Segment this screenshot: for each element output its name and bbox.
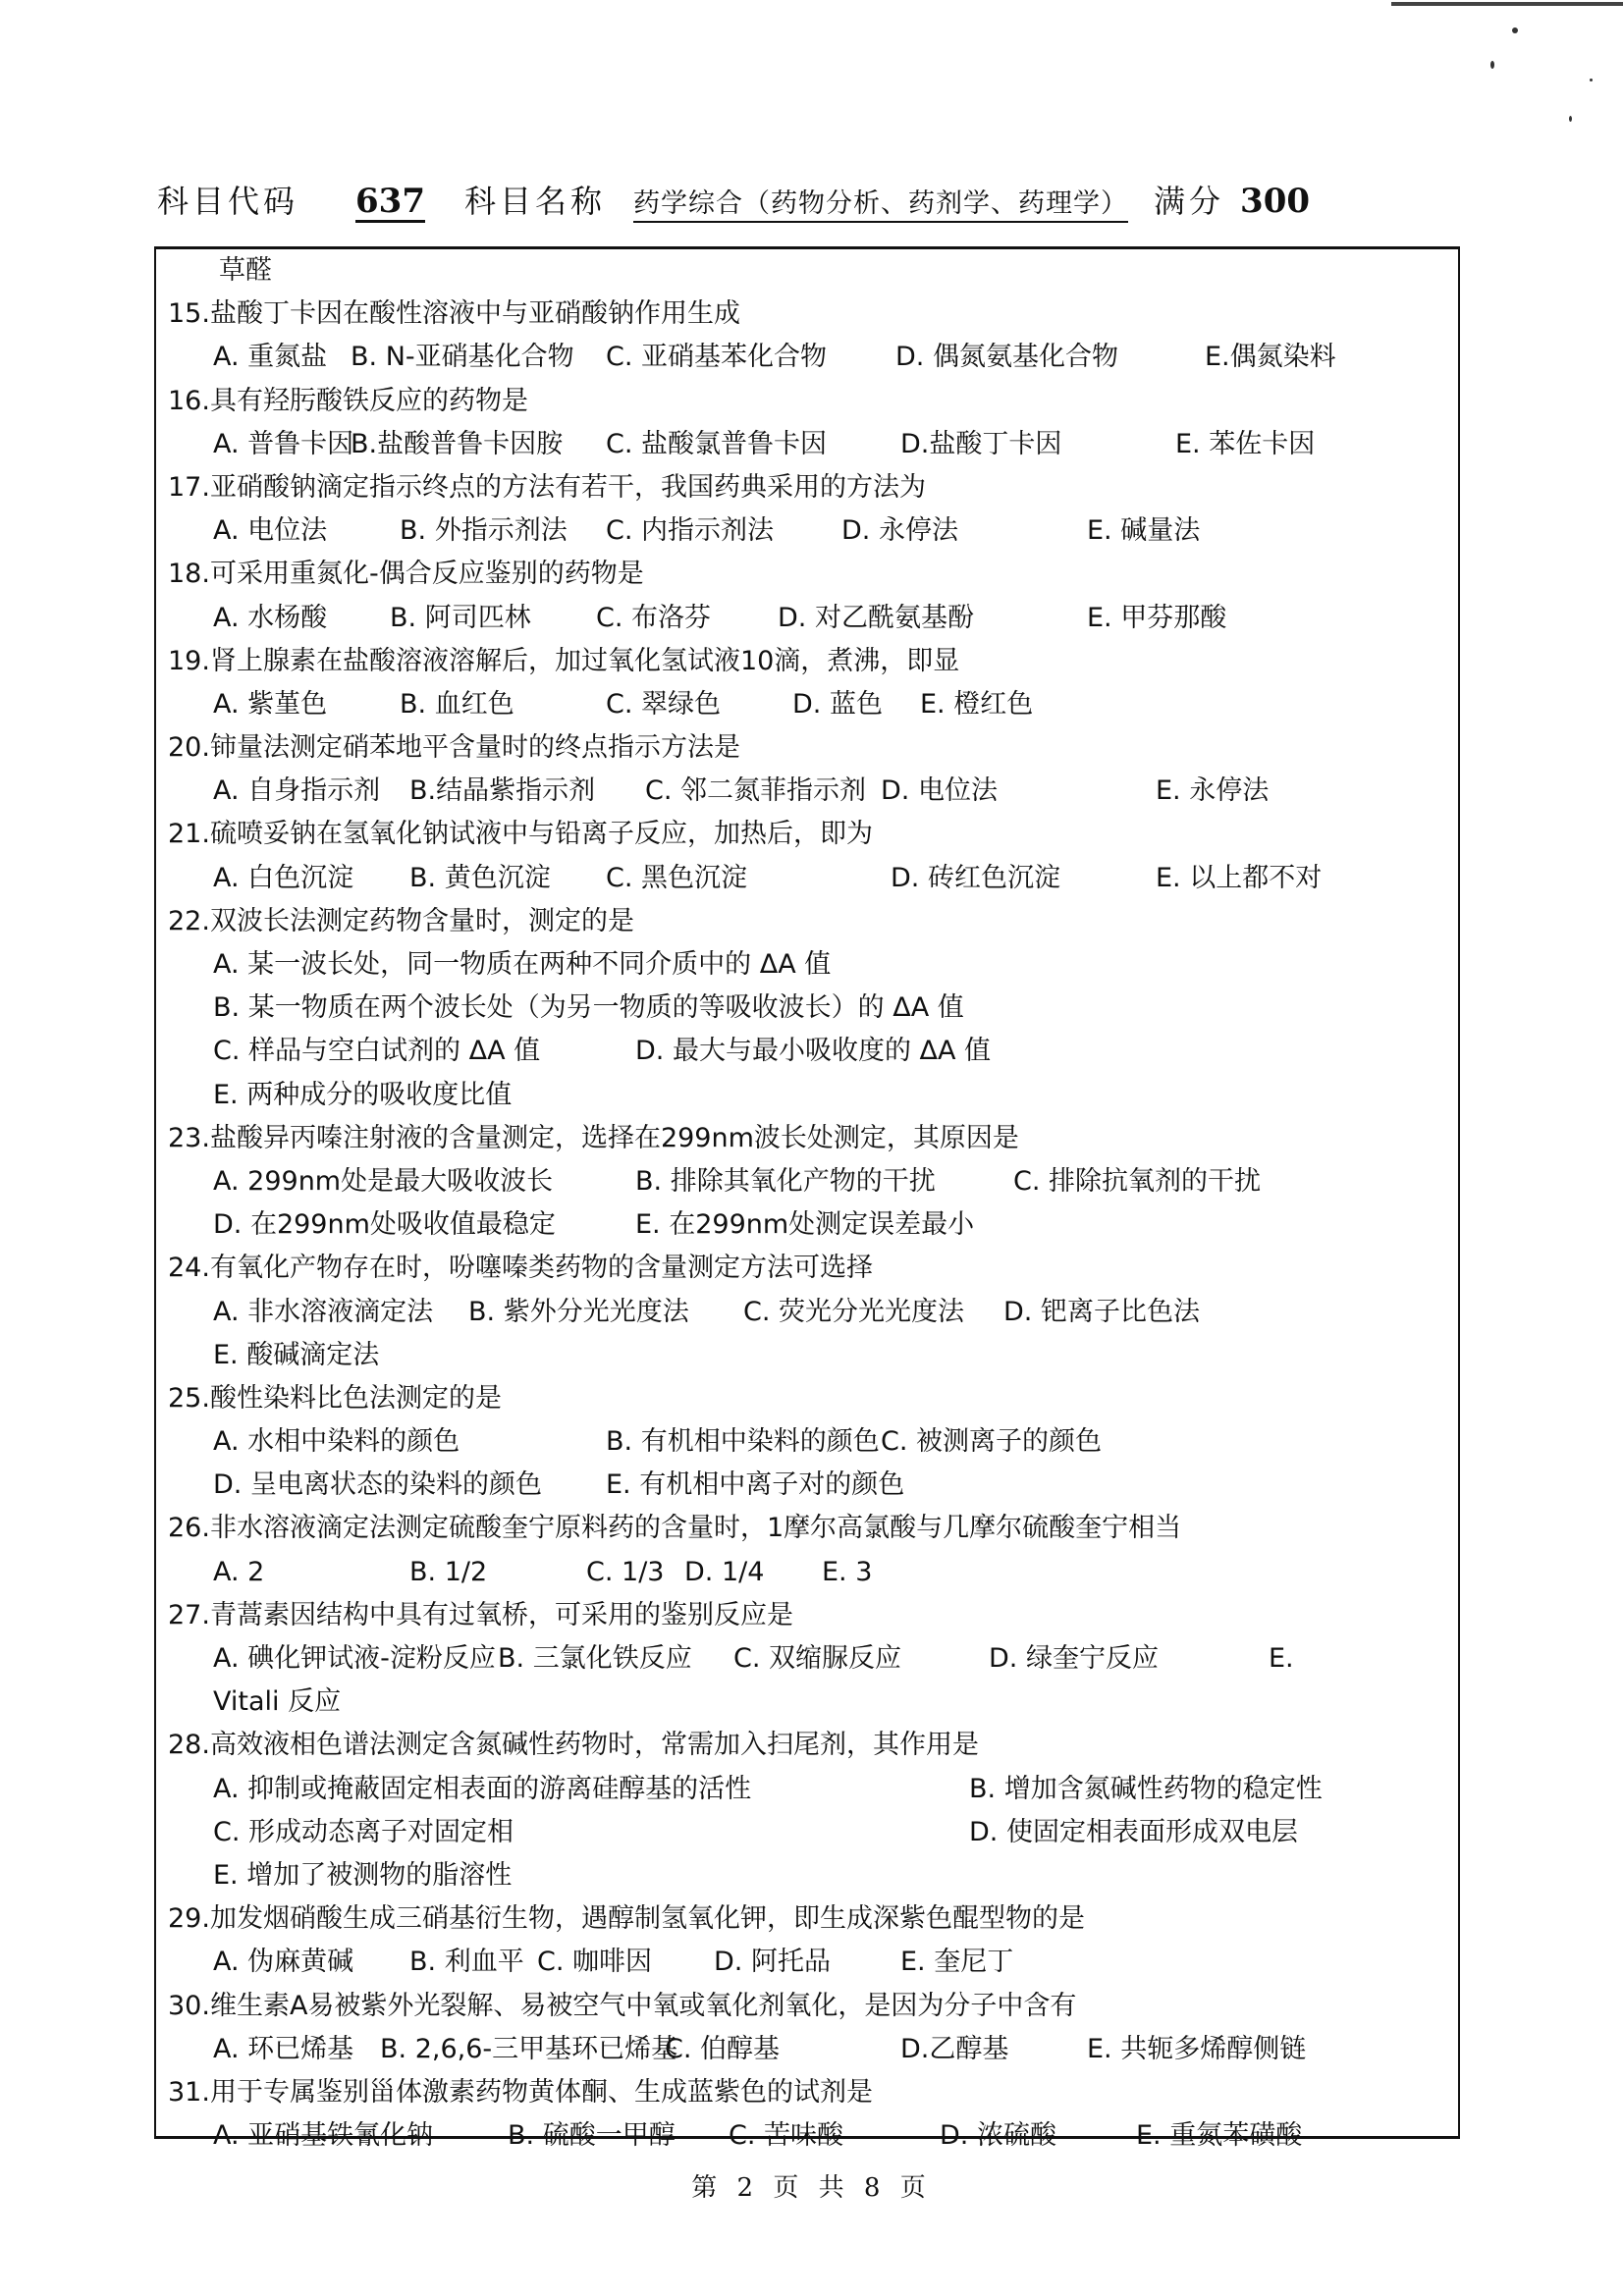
answer-option: D. 砖红色沉淀 — [891, 862, 1060, 893]
answer-option: E. — [1269, 1643, 1294, 1674]
answer-option: E. 橙红色 — [920, 688, 1034, 720]
answer-option: C. 黑色沉淀 — [606, 862, 748, 893]
scan-speck — [1590, 79, 1593, 81]
option-row — [156, 423, 1458, 466]
answer-option: E. 两种成分的吸收度比值 — [213, 1079, 513, 1110]
answer-option: E. 碱量法 — [1087, 515, 1201, 547]
answer-option: A. 抑制或掩蔽固定相表面的游离硅醇基的活性 — [213, 1773, 752, 1804]
answer-option: D. 永停法 — [841, 515, 958, 547]
answer-option: D. 在299nm处吸收值最稳定 — [213, 1209, 556, 1241]
scan-speck — [1490, 61, 1494, 69]
answer-option: C. 被测离子的颜色 — [881, 1426, 1103, 1458]
option-row — [156, 1681, 1458, 1724]
question-text: 铈量法测定硝苯地平含量时的终点指示方法是 — [209, 732, 740, 764]
answer-option: E. 重氮苯磺酸 — [1136, 2120, 1303, 2152]
answer-option: B. 1/2 — [409, 1556, 488, 1587]
question-text: 盐酸异丙嗪注射液的含量测定，选择在299nm波长处测定，其原因是 — [209, 1122, 1019, 1153]
answer-option: B. 利血平 — [409, 1947, 524, 1978]
answer-option: E. 苯佐卡因 — [1175, 428, 1316, 459]
question-text: 非水溶液滴定法测定硫酸奎宁原料药的含量时，1摩尔高氯酸与几摩尔硫酸奎宁相当 — [209, 1513, 1182, 1544]
answer-option: C. 咖啡因 — [537, 1947, 653, 1978]
question-stem — [156, 813, 1458, 856]
option-row — [156, 1768, 1458, 1811]
option-row — [156, 1941, 1458, 1984]
answer-option: A. 水相中染料的颜色 — [213, 1426, 460, 1458]
question-text: 硫喷妥钠在氢氧化钠试液中与铅离子反应，加热后，即为 — [209, 819, 873, 850]
option-row — [156, 597, 1458, 640]
question-text: 酸性染料比色法测定的是 — [209, 1382, 502, 1414]
answer-option: C. 翠绿色 — [606, 688, 722, 720]
option-row — [156, 1464, 1458, 1507]
question-stem — [156, 900, 1458, 943]
answer-option: A. 普鲁卡因 — [213, 428, 354, 459]
question-stem — [156, 380, 1458, 423]
question-text: 维生素A易被紫外光裂解、易被空气中氧或氧化剂氧化，是因为分子中含有 — [209, 1990, 1077, 2021]
answer-option: A. 重氮盐 — [213, 342, 328, 373]
option-row — [156, 1160, 1458, 1203]
question-text: 高效液相色谱法测定含氮碱性药物时，常需加入扫尾剂，其作用是 — [209, 1730, 979, 1761]
question-stem — [156, 1594, 1458, 1637]
question-text: 双波长法测定药物含量时，测定的是 — [209, 905, 634, 936]
question-number: 17. — [168, 471, 210, 503]
answer-option: C. 亚硝基苯化合物 — [606, 342, 828, 373]
question-number: 20. — [168, 732, 210, 764]
question-number: 26. — [168, 1513, 210, 1544]
answer-option: B. 阿司匹林 — [390, 602, 531, 633]
answer-option: C. 排除抗氧剂的干扰 — [1013, 1165, 1262, 1197]
answer-option: E. 甲芬那酸 — [1087, 602, 1227, 633]
subject-code: 637 — [355, 182, 425, 221]
question-text: 有氧化产物存在时，吩噻嗪类药物的含量测定方法可选择 — [209, 1253, 873, 1284]
answer-option: C. 1/3 — [586, 1556, 665, 1587]
answer-option: E. 奎尼丁 — [900, 1947, 1014, 1978]
answer-option: A. 非水溶液滴定法 — [213, 1296, 434, 1327]
answer-option: C. 内指示剂法 — [606, 515, 775, 547]
question-stem — [156, 1724, 1458, 1767]
question-stem — [156, 553, 1458, 596]
answer-option: C. 布洛芬 — [596, 602, 712, 633]
answer-option: E. 共轭多烯醇侧链 — [1087, 2033, 1307, 2064]
answer-option: E. 3 — [822, 1556, 873, 1587]
option-row — [156, 1551, 1458, 1594]
question-stem — [156, 1377, 1458, 1420]
question-text: 肾上腺素在盐酸溶液溶解后，加过氧化氢试液10滴，煮沸，即显 — [209, 645, 960, 676]
answer-option: D.盐酸丁卡因 — [900, 428, 1062, 459]
answer-option: E. 在299nm处测定误差最小 — [635, 1209, 975, 1241]
question-number: 29. — [168, 1903, 210, 1935]
question-text: 具有羟肟酸铁反应的药物是 — [209, 385, 528, 416]
question-number: 15. — [168, 298, 210, 330]
question-number: 24. — [168, 1253, 210, 1284]
question-stem — [156, 466, 1458, 509]
answer-option: E. 以上都不对 — [1156, 862, 1323, 893]
question-number: 22. — [168, 905, 210, 936]
question-stem — [156, 2071, 1458, 2114]
answer-option: A. 碘化钾试液-淀粉反应 — [213, 1643, 496, 1674]
answer-option: B. 三氯化铁反应 — [498, 1643, 692, 1674]
subject-code-label: 科目代码 — [157, 183, 299, 220]
question-stem — [156, 1985, 1458, 2028]
question-text: 加发烟硝酸生成三硝基衍生物，遇醇制氢氧化钾，即生成深紫色醌型物的是 — [209, 1903, 1085, 1935]
option-row — [156, 1811, 1458, 1854]
continuation-text: 草醛 — [219, 255, 272, 286]
option-row — [156, 770, 1458, 813]
answer-option: A. 水杨酸 — [213, 602, 328, 633]
answer-option: C. 盐酸氯普鲁卡因 — [606, 428, 828, 459]
option-row — [156, 1203, 1458, 1247]
option-row — [156, 943, 1458, 987]
answer-option: B. 紫外分光光度法 — [468, 1296, 689, 1327]
option-row — [156, 1074, 1458, 1117]
answer-option: B.结晶紫指示剂 — [409, 775, 596, 807]
question-box — [154, 246, 1460, 2152]
answer-option: Vitali 反应 — [213, 1686, 342, 1718]
question-number: 31. — [168, 2076, 210, 2108]
answer-option: D. 电位法 — [881, 775, 998, 807]
answer-option: E.偶氮染料 — [1205, 342, 1336, 373]
option-row — [156, 987, 1458, 1030]
subject-name-label: 科目名称 — [464, 183, 607, 220]
question-number: 19. — [168, 645, 210, 676]
question-number: 30. — [168, 1990, 210, 2021]
question-number: 25. — [168, 1382, 210, 1414]
question-number: 23. — [168, 1122, 210, 1153]
question-stem — [156, 1897, 1458, 1941]
scan-speck — [1569, 116, 1572, 122]
answer-option: C. 苦味酸 — [729, 2120, 844, 2152]
answer-option: B. N-亚硝基化合物 — [351, 342, 574, 373]
answer-option: D. 阿托品 — [714, 1947, 831, 1978]
answer-option: A. 某一波长处，同一物质在两种不同介质中的 ΔA 值 — [213, 949, 832, 980]
exam-header — [157, 177, 1473, 226]
answer-option: C. 邻二氮菲指示剂 — [645, 775, 867, 807]
answer-option: B. 某一物质在两个波长处（为另一物质的等吸收波长）的 ΔA 值 — [213, 992, 964, 1024]
option-row — [156, 2028, 1458, 2071]
question-number: 21. — [168, 819, 210, 850]
option-row — [156, 1030, 1458, 1073]
answer-option: D. 最大与最小吸收度的 ΔA 值 — [635, 1036, 992, 1067]
answer-option: D.乙醇基 — [900, 2033, 1009, 2064]
answer-option: B.盐酸普鲁卡因胺 — [351, 428, 564, 459]
question-stem — [156, 1247, 1458, 1290]
option-row — [156, 683, 1458, 726]
answer-option: B. 黄色沉淀 — [409, 862, 551, 893]
question-stem — [156, 726, 1458, 770]
full-score-label: 满分 — [1154, 183, 1225, 220]
scan-speck — [1512, 27, 1518, 33]
option-row — [156, 509, 1458, 553]
option-row — [156, 2114, 1458, 2158]
answer-option: C. 双缩脲反应 — [733, 1643, 902, 1674]
answer-option: D. 对乙酰氨基酚 — [778, 602, 974, 633]
answer-option: B. 排除其氧化产物的干扰 — [635, 1165, 936, 1197]
option-row — [156, 1334, 1458, 1377]
answer-option: A. 2 — [213, 1556, 265, 1587]
answer-option: D. 蓝色 — [792, 688, 883, 720]
answer-option: A. 亚硝基铁氰化钠 — [213, 2120, 434, 2152]
answer-option: D. 使固定相表面形成双电层 — [969, 1816, 1298, 1847]
answer-option: A. 白色沉淀 — [213, 862, 354, 893]
answer-option: B. 2,6,6-三甲基环已烯基 — [380, 2033, 678, 2064]
question-list — [156, 249, 1458, 2158]
question-text: 可采用重氮化-偶合反应鉴别的药物是 — [209, 559, 644, 590]
answer-option: A. 电位法 — [213, 515, 328, 547]
answer-option: D. 浓硫酸 — [940, 2120, 1056, 2152]
answer-option: C. 样品与空白试剂的 ΔA 值 — [213, 1036, 541, 1067]
question-number: 18. — [168, 559, 210, 590]
question-number: 16. — [168, 385, 210, 416]
answer-option: D. 绿奎宁反应 — [989, 1643, 1159, 1674]
answer-option: C. 荧光分光光度法 — [743, 1296, 965, 1327]
full-score: 300 — [1240, 182, 1311, 221]
question-text: 盐酸丁卡因在酸性溶液中与亚硝酸钠作用生成 — [209, 298, 740, 330]
answer-option: B. 外指示剂法 — [400, 515, 568, 547]
question-number: 28. — [168, 1730, 210, 1761]
question-text: 亚硝酸钠滴定指示终点的方法有若干，我国药典采用的方法为 — [209, 471, 926, 503]
page-footer: 第 2 页 共 8 页 — [691, 2173, 932, 2203]
question-stem — [156, 293, 1458, 336]
answer-option: B. 硫酸一甲醇 — [508, 2120, 676, 2152]
answer-option: A. 伪麻黄碱 — [213, 1947, 354, 1978]
answer-option: B. 有机相中染料的颜色 — [606, 1426, 880, 1458]
answer-option: B. 增加含氮碱性药物的稳定性 — [969, 1773, 1323, 1804]
answer-option: D. 偶氮氨基化合物 — [895, 342, 1118, 373]
answer-option: C. 伯醇基 — [665, 2033, 781, 2064]
question-text: 青蒿素因结构中具有过氧桥，可采用的鉴别反应是 — [209, 1599, 793, 1630]
answer-option: D. 呈电离状态的染料的颜色 — [213, 1469, 542, 1501]
question-number: 27. — [168, 1599, 210, 1630]
question-text: 用于专属鉴别甾体激素药物黄体酮、生成蓝紫色的试剂是 — [209, 2076, 873, 2108]
option-row — [156, 1291, 1458, 1334]
answer-option: C. 形成动态离子对固定相 — [213, 1816, 514, 1847]
answer-option: A. 自身指示剂 — [213, 775, 381, 807]
question-stem — [156, 1117, 1458, 1160]
scan-edge-mark — [1391, 2, 1623, 6]
answer-option: E. 增加了被测物的脂溶性 — [213, 1859, 513, 1891]
option-row — [156, 1854, 1458, 1897]
answer-option: E. 有机相中离子对的颜色 — [606, 1469, 905, 1501]
answer-option: D. 钯离子比色法 — [1003, 1296, 1200, 1327]
answer-option: E. 永停法 — [1156, 775, 1270, 807]
option-row — [156, 1637, 1458, 1681]
answer-option: B. 血红色 — [400, 688, 514, 720]
question-stem — [156, 640, 1458, 683]
answer-option: A. 环已烯基 — [213, 2033, 354, 2064]
option-row — [156, 1420, 1458, 1464]
subject-name: 药学综合（药物分析、药剂学、药理学） — [633, 187, 1128, 223]
answer-option: E. 酸碱滴定法 — [213, 1339, 380, 1370]
answer-option: D. 1/4 — [684, 1556, 765, 1587]
question-stem — [156, 1507, 1458, 1550]
answer-option: A. 紫堇色 — [213, 688, 328, 720]
option-row — [156, 336, 1458, 379]
answer-option: A. 299nm处是最大吸收波长 — [213, 1165, 554, 1197]
option-row — [156, 857, 1458, 900]
